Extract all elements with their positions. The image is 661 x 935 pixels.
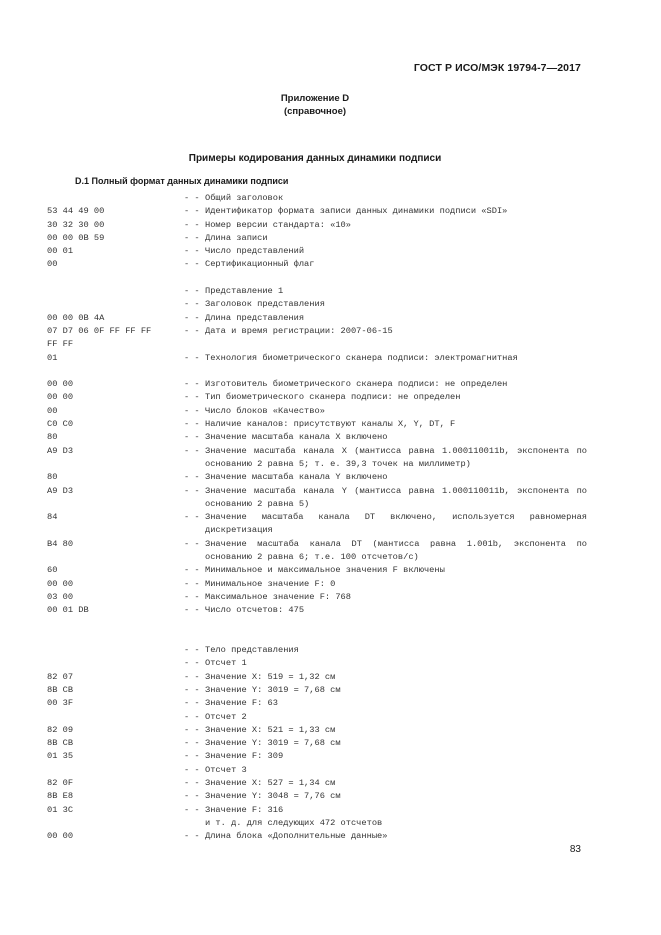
listing-row <box>47 391 587 404</box>
comment-separator: - - <box>184 778 200 789</box>
listing-row <box>47 511 587 538</box>
listing-row <box>47 352 587 365</box>
hex-code: 8B CB <box>47 738 74 749</box>
field-description: Идентификатор формата записи данных динамики подписи «SDI» <box>205 206 508 217</box>
hex-code: 00 00 0B 59 <box>47 232 105 243</box>
listing-row <box>47 790 587 803</box>
hex-code: 00 01 <box>47 246 74 257</box>
listing-row <box>47 219 587 232</box>
listing-row <box>47 232 587 245</box>
listing-row <box>47 258 587 271</box>
field-description: Длина записи <box>205 232 268 243</box>
hex-code: 60 <box>47 565 58 576</box>
hex-code <box>47 817 184 830</box>
comment-separator: - - <box>184 325 200 336</box>
comment-separator: - - <box>184 232 200 243</box>
appendix-title: Приложение D <box>280 93 350 104</box>
comment-separator: - - <box>184 485 200 496</box>
listing-row <box>47 711 587 724</box>
listing-row <box>47 538 587 565</box>
comment-separator <box>184 338 205 351</box>
comment-separator: - - <box>184 246 200 257</box>
comment-separator: - - <box>184 392 200 403</box>
listing-row <box>47 697 587 710</box>
listing-row <box>47 471 587 484</box>
field-description: Значение масштаба канала DT включено, используется равномерная дискретизация <box>205 512 587 536</box>
listing-row <box>47 737 587 750</box>
field-description: Сертификационный флаг <box>205 259 315 270</box>
listing-row <box>47 671 587 684</box>
field-description: Значение масштаба канала Y включено <box>205 472 388 483</box>
listing-row <box>47 804 587 817</box>
hex-code: 01 <box>47 352 58 363</box>
listing-row <box>47 285 587 298</box>
field-description: Представление 1 <box>205 286 284 297</box>
encoding-listing <box>47 192 587 844</box>
hex-code: 00 00 0B 4A <box>47 312 105 323</box>
comment-separator: - - <box>184 591 200 602</box>
listing-row <box>47 192 587 205</box>
listing-row <box>47 338 587 351</box>
field-description: Длина представления <box>205 312 305 323</box>
hex-code: 82 09 <box>47 724 74 735</box>
listing-row <box>47 405 587 418</box>
hex-code: 8B CB <box>47 684 74 695</box>
field-description: Номер версии стандарта: «10» <box>205 219 351 230</box>
field-description: Дата и время регистрации: 2007-06-15 <box>205 325 393 336</box>
hex-code: 84 <box>47 512 58 523</box>
field-description: Значение масштаба канала Y (мантисса равна 1.000110011b, экспонента по основанию 2 равна 5) <box>205 485 587 509</box>
field-description: Число отсчетов: 475 <box>205 605 305 616</box>
field-description: Значение F: 63 <box>205 698 278 709</box>
field-description: Тип биометрического сканера подписи: не определен <box>205 392 461 403</box>
field-description: Значение масштаба канала X включено <box>205 432 388 443</box>
listing-row <box>47 578 587 591</box>
hex-code: 00 00 <box>47 831 74 842</box>
comment-separator: - - <box>184 379 200 390</box>
hex-code: 00 01 DB <box>47 605 89 616</box>
comment-separator: - - <box>184 831 200 842</box>
field-description: Значение X: 521 = 1,33 см <box>205 724 336 735</box>
listing-row <box>47 564 587 577</box>
listing-row <box>47 378 587 391</box>
listing-row <box>47 205 587 218</box>
hex-code: 30 32 30 00 <box>47 219 105 230</box>
page-number: 83 <box>569 844 581 855</box>
field-description: Значение F: 316 <box>205 804 284 815</box>
hex-code: 00 <box>47 405 58 416</box>
hex-code: 00 3F <box>47 698 74 709</box>
comment-separator: - - <box>184 405 200 416</box>
hex-code <box>47 298 184 311</box>
field-description <box>205 338 587 351</box>
comment-separator: - - <box>184 738 200 749</box>
comment-separator <box>184 817 205 830</box>
comment-separator: - - <box>184 791 200 802</box>
field-description: Технология биометрического сканера подписи: электромагнитная <box>205 352 518 363</box>
comment-separator: - - <box>184 724 200 735</box>
comment-separator: - - <box>184 193 200 203</box>
comment-separator: - - <box>184 698 200 709</box>
listing-row <box>47 312 587 325</box>
comment-separator: - - <box>184 711 200 722</box>
field-description: Отсчет 2 <box>205 711 247 722</box>
comment-separator: - - <box>184 472 200 483</box>
field-description: Значение X: 519 = 1,32 см <box>205 671 336 682</box>
listing-spacer <box>47 365 587 378</box>
hex-code: 01 3C <box>47 804 74 815</box>
hex-code: 8B E8 <box>47 791 74 802</box>
field-description: Число представлений <box>205 246 305 257</box>
listing-row <box>47 764 587 777</box>
comment-separator: - - <box>184 658 200 669</box>
comment-separator: - - <box>184 219 200 230</box>
comment-separator: - - <box>184 804 200 815</box>
listing-row <box>47 604 587 617</box>
subsection-title: Полный формат данных динамики подписи <box>91 176 289 186</box>
comment-separator: - - <box>184 671 200 682</box>
listing-row <box>47 591 587 604</box>
comment-separator: - - <box>184 286 200 297</box>
listing-row <box>47 830 587 843</box>
field-description: Длина блока «Дополнительные данные» <box>205 831 388 842</box>
listing-row <box>47 445 587 472</box>
hex-code: A9 D3 <box>47 445 74 456</box>
listing-row <box>47 777 587 790</box>
comment-separator: - - <box>184 578 200 589</box>
comment-separator: - - <box>184 312 200 323</box>
listing-row <box>47 644 587 657</box>
comment-separator: - - <box>184 645 200 656</box>
comment-separator: - - <box>184 764 200 775</box>
comment-separator: - - <box>184 684 200 695</box>
hex-code: 53 44 49 00 <box>47 206 105 217</box>
listing-row <box>47 418 587 431</box>
comment-separator: - - <box>184 352 200 363</box>
field-description: Значение Y: 3019 = 7,68 см <box>205 738 341 749</box>
standard-header: ГОСТ Р ИСО/МЭК 19794-7—2017 <box>413 62 581 74</box>
field-description: Изготовитель биометрического сканера подписи: не определен <box>205 379 508 390</box>
comment-separator: - - <box>184 751 200 762</box>
comment-separator: - - <box>184 206 200 217</box>
listing-row <box>47 657 587 670</box>
field-description: Значение масштаба канала X (мантисса равна 1.000110011b, экспонента по основанию 2 равна 5; т. е. 39,3 точек на миллиметр) <box>205 445 587 469</box>
hex-code <box>47 657 184 670</box>
comment-separator: - - <box>184 259 200 270</box>
hex-code: 00 00 <box>47 392 74 403</box>
field-description: Значение X: 527 = 1,34 см <box>205 778 336 789</box>
field-description: Значение масштаба канала DT (мантисса равна 1.001b, экспонента по основанию 2 равна 6; т.е. 100 отсчетов/с) <box>205 538 587 563</box>
field-description: Отсчет 3 <box>205 764 247 775</box>
hex-code: 80 <box>47 472 58 483</box>
hex-code <box>47 764 184 777</box>
listing-spacer <box>47 272 587 285</box>
appendix-subtitle: (справочное) <box>283 106 347 117</box>
listing-row <box>47 325 587 338</box>
hex-code: C0 C0 <box>47 419 74 430</box>
field-description: Минимальное значение F: 0 <box>205 578 336 589</box>
comment-separator: - - <box>184 565 200 576</box>
hex-code: 00 00 <box>47 379 74 390</box>
appendix-heading <box>0 92 630 118</box>
comment-separator: - - <box>184 299 200 310</box>
listing-row <box>47 485 587 512</box>
listing-row <box>47 750 587 763</box>
field-description: Значение Y: 3048 = 7,76 см <box>205 791 341 802</box>
hex-code: 82 0F <box>47 778 74 789</box>
hex-code <box>47 285 184 298</box>
comment-separator: - - <box>184 538 200 549</box>
listing-spacer <box>47 618 587 631</box>
hex-code: B4 80 <box>47 538 74 549</box>
field-description: Общий заголовок <box>205 193 284 203</box>
field-description: Заголовок представления <box>205 299 325 310</box>
hex-code <box>47 192 184 205</box>
field-description: Число блоков «Качество» <box>205 405 325 416</box>
subsection-heading <box>75 176 288 186</box>
hex-code: 03 00 <box>47 591 74 602</box>
listing-spacer <box>47 631 587 644</box>
comment-separator: - - <box>184 445 200 456</box>
hex-code: 07 D7 06 0F FF FF FF <box>47 325 152 336</box>
section-title: Примеры кодирования данных динамики подписи <box>188 153 442 164</box>
subsection-number: D.1 <box>75 176 90 186</box>
field-description: Наличие каналов: присутствуют каналы X, Y, DT, F <box>205 419 456 430</box>
field-description: и т. д. для следующих 472 отсчетов <box>205 817 383 828</box>
hex-code: 80 <box>47 432 58 443</box>
listing-row <box>47 817 587 830</box>
comment-separator: - - <box>184 605 200 616</box>
hex-code: 01 35 <box>47 751 74 762</box>
field-description: Минимальное и максимальное значения F включены <box>205 565 445 576</box>
hex-code <box>47 711 184 724</box>
field-description: Значение F: 309 <box>205 751 284 762</box>
comment-separator: - - <box>184 512 200 523</box>
listing-row <box>47 298 587 311</box>
field-description: Значение Y: 3019 = 7,68 см <box>205 684 341 695</box>
field-description: Отсчет 1 <box>205 658 247 669</box>
hex-code: A9 D3 <box>47 485 74 496</box>
listing-row <box>47 431 587 444</box>
hex-code: 82 07 <box>47 671 74 682</box>
comment-separator: - - <box>184 432 200 443</box>
hex-code: 00 <box>47 259 58 270</box>
field-description: Тело представления <box>205 645 299 656</box>
hex-code: FF FF <box>47 339 74 350</box>
listing-row <box>47 724 587 737</box>
listing-row <box>47 245 587 258</box>
field-description: Максимальное значение F: 768 <box>205 591 351 602</box>
hex-code <box>47 644 184 657</box>
hex-code: 00 00 <box>47 578 74 589</box>
listing-row <box>47 684 587 697</box>
comment-separator: - - <box>184 419 200 430</box>
